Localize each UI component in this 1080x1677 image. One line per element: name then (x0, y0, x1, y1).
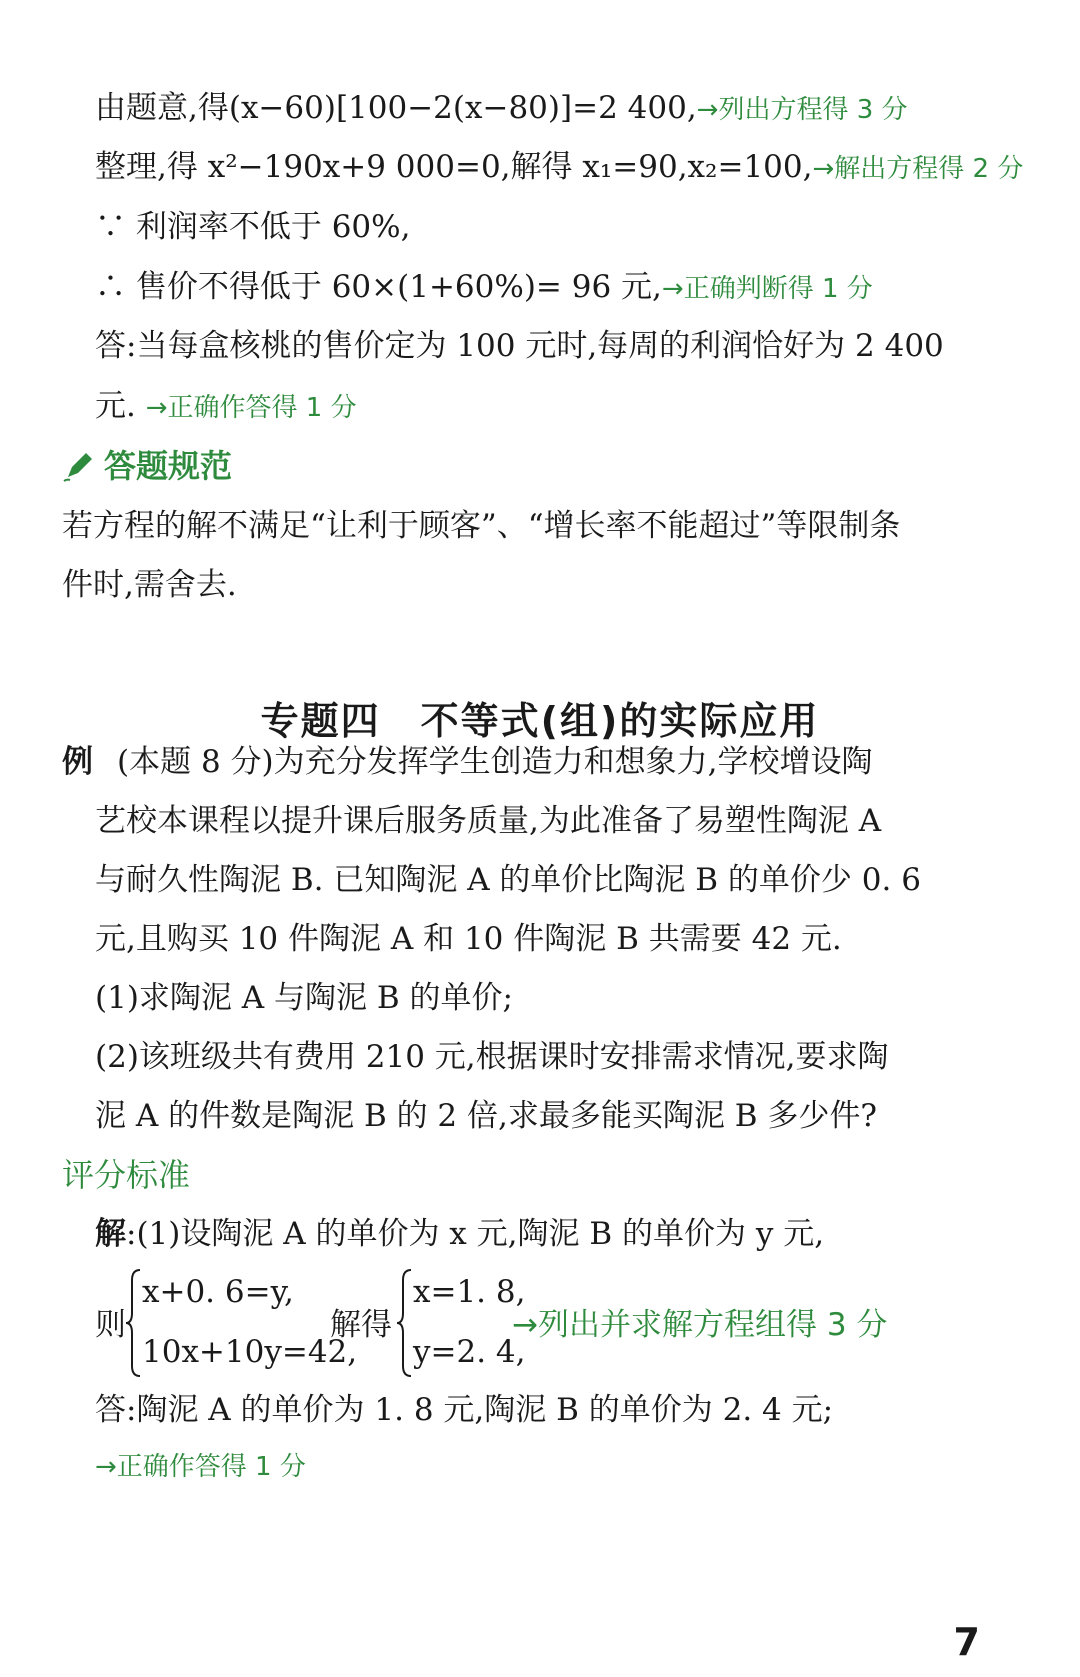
page-number: 7 (953, 1620, 980, 1664)
result-2: y=2. 4, (413, 1334, 526, 1370)
norm-heading (62, 446, 232, 492)
score-note: →列出并求解方程组得 3 分 (512, 1307, 888, 1343)
solution-line-4 (95, 267, 873, 309)
example-text: (本题 8 分)为充分发挥学生创造力和想象力,学校增设陶 (117, 744, 873, 780)
solution-line-3 (95, 207, 410, 247)
equation-text: 整理,得 x²−190x+9 000=0,解得 x₁=90,x₂=100, (95, 149, 813, 185)
example-text: 与耐久性陶泥 B. 已知陶泥 A 的单价比陶泥 B 的单价少 0. 6 (95, 862, 921, 898)
equation-2: 10x+10y=42, (142, 1334, 358, 1370)
answer-text: 答:当每盒核桃的售价定为 100 元时,每周的利润恰好为 2 400 (95, 328, 944, 364)
solution-label: 解 (95, 1216, 126, 1252)
result-1: x=1. 8, (413, 1274, 526, 1310)
solution-1 (95, 1214, 824, 1254)
equation-1: x+0. 6=y, (142, 1274, 294, 1310)
example-line-3 (95, 860, 921, 900)
score-note: →解出方程得 2 分 (812, 154, 1024, 184)
norm-text-1 (62, 506, 900, 546)
question-text: (1)求陶泥 A 与陶泥 B 的单价; (95, 980, 513, 1016)
question-1 (95, 978, 513, 1018)
question-text: (2)该班级共有费用 210 元,根据课时安排需求情况,要求陶 (95, 1039, 889, 1075)
answer-text: 答:陶泥 A 的单价为 1. 8 元,陶泥 B 的单价为 2. 4 元; (95, 1392, 834, 1428)
solved-label: 解得 (330, 1307, 392, 1343)
answer-note: →正确作答得 1 分 (95, 1452, 306, 1482)
solution-line-6 (95, 386, 357, 428)
norm-text-2 (62, 565, 237, 605)
score-note: →列出方程得 3 分 (696, 95, 908, 125)
answer-line (95, 1390, 833, 1430)
norm-text: 件时,需舍去. (62, 567, 237, 603)
example-tag: 例 (62, 744, 93, 780)
reason-text: ∵ 利润率不低于 60%, (95, 209, 411, 245)
score-note: →正确判断得 1 分 (661, 274, 873, 304)
solution-line-2 (95, 147, 1023, 189)
left-brace-icon (124, 1268, 142, 1378)
scoring-heading: 评分标准 (62, 1156, 191, 1194)
solution-text: :(1)设陶泥 A 的单价为 x 元,陶泥 B 的单价为 y 元, (126, 1216, 825, 1252)
example-line-4 (95, 919, 842, 959)
then-label: 则 (95, 1307, 126, 1343)
equation-text: 由题意,得(x−60)[100−2(x−80)]=2 400, (95, 90, 697, 126)
norm-text: 若方程的解不满足“让利于顾客”、“增长率不能超过”等限制条 (62, 508, 901, 544)
conclusion-text: ∴ 售价不得低于 60×(1+60%)= 96 元, (95, 269, 662, 305)
norm-title: 答题规范 (104, 447, 233, 485)
pencil-icon (62, 449, 96, 492)
question-2a (95, 1037, 889, 1077)
example-line-1 (62, 742, 872, 782)
example-text: 元,且购买 10 件陶泥 A 和 10 件陶泥 B 共需要 42 元. (95, 921, 842, 957)
example-text: 艺校本课程以提升课后服务质量,为此准备了易塑性陶泥 A (95, 803, 882, 839)
solution-line-1 (95, 88, 908, 130)
example-line-2 (95, 801, 881, 841)
section-title: 专题四 不等式(组)的实际应用 (260, 699, 820, 743)
solution-line-5 (95, 326, 944, 366)
question-2b (95, 1096, 877, 1136)
answer-text: 元. (95, 388, 136, 424)
score-note: →正确作答得 1 分 (145, 393, 357, 423)
question-text: 泥 A 的件数是陶泥 B 的 2 倍,求最多能买陶泥 B 多少件? (95, 1098, 877, 1134)
left-brace-icon (395, 1268, 413, 1378)
